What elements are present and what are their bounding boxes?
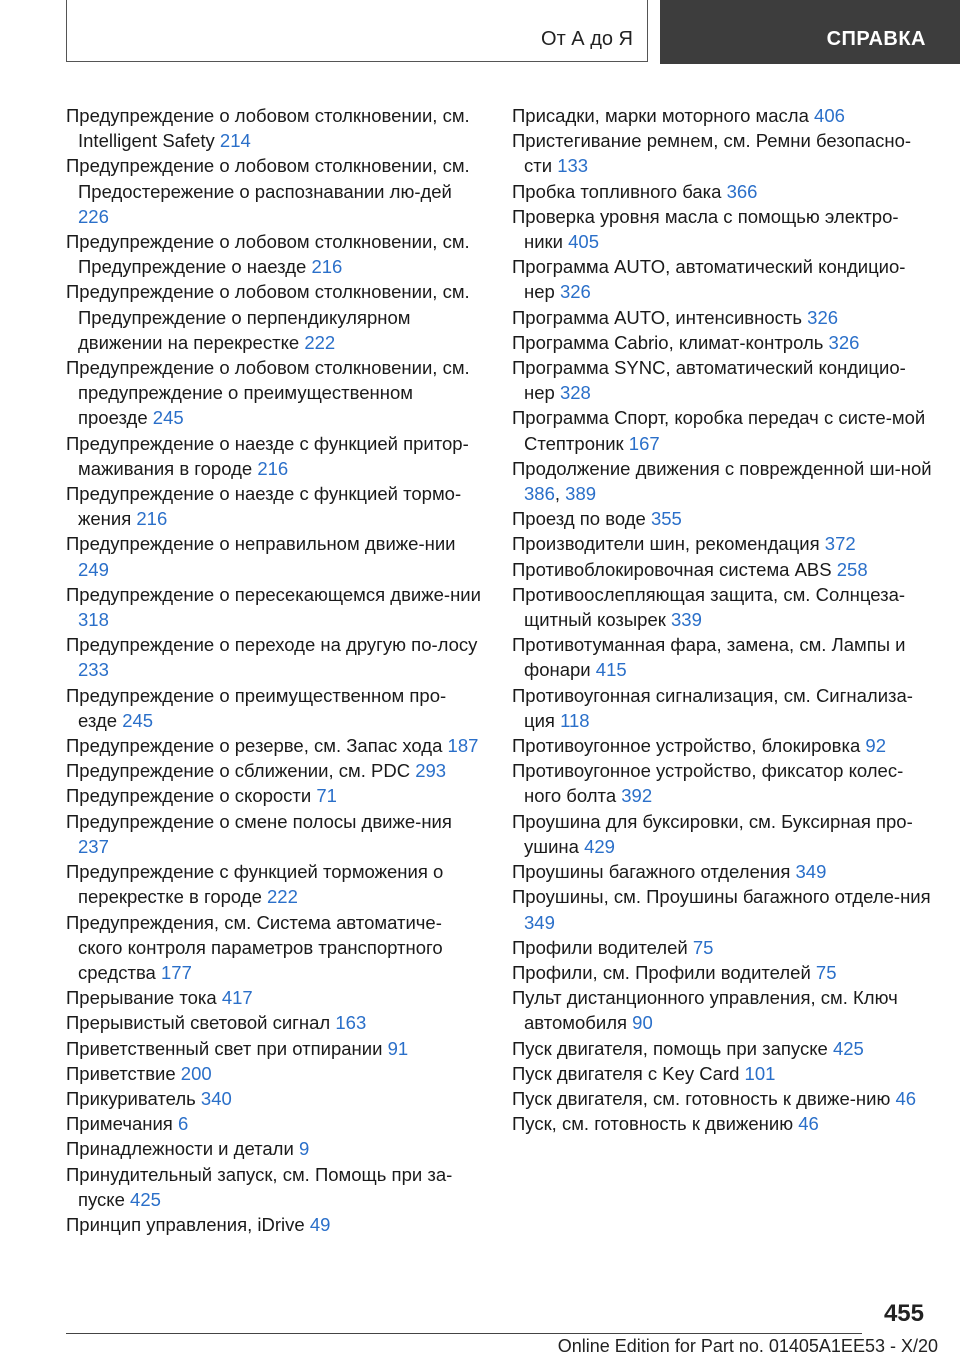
page-reference-link[interactable]: 340 bbox=[200, 1087, 232, 1109]
index-entry bbox=[512, 355, 932, 405]
page-reference-link[interactable]: 46 bbox=[798, 1113, 819, 1135]
section-tab bbox=[66, 0, 648, 62]
index-entry-text: Противоугонная сигнализация, см. Сигнализа-ция bbox=[512, 684, 913, 731]
chapter-tab bbox=[660, 0, 960, 64]
page-reference-link[interactable]: 258 bbox=[836, 558, 868, 580]
page-reference-link[interactable]: 339 bbox=[671, 609, 702, 631]
index-entry-text: Предупреждение о преимущественном про-езде bbox=[66, 684, 447, 731]
page-reference-link[interactable]: 406 bbox=[814, 105, 845, 126]
page-reference-link[interactable]: 49 bbox=[309, 1213, 331, 1235]
index-entry bbox=[66, 229, 482, 279]
page-reference-link[interactable]: 214 bbox=[219, 130, 251, 152]
index-entry bbox=[512, 935, 932, 960]
page-reference-link[interactable]: 233 bbox=[78, 659, 109, 681]
index-entry-text: Предупреждение о лобовом столкновении, см. предупреждение о преимущественном проезде bbox=[66, 357, 470, 429]
index-entry-text: Программа AUTO, интенсивность bbox=[512, 306, 803, 328]
index-entry-text: Проушина для буксировки, см. Буксирная про-ушина bbox=[512, 810, 913, 857]
index-entry bbox=[512, 305, 932, 330]
index-entry bbox=[512, 733, 932, 758]
index-entry-text: Прерывистый световой сигнал bbox=[66, 1012, 331, 1034]
index-entry bbox=[66, 355, 482, 431]
index-entry bbox=[66, 1061, 482, 1086]
index-column-left bbox=[66, 103, 482, 1237]
index-entry bbox=[66, 481, 482, 531]
page-reference-link[interactable]: 226 bbox=[78, 205, 109, 227]
index-entry-text: Противоугонное устройство, фиксатор колес-ного болта bbox=[512, 760, 904, 807]
index-entry-text: Пуск двигателя с Key Card bbox=[512, 1062, 740, 1084]
index-entry-text: Пристегивание ремнем, см. Ремни безопасно-сти bbox=[512, 130, 912, 177]
footer-edition-text: Online Edition for Part no. 01405A1EE53 - X/20 bbox=[557, 1336, 938, 1356]
index-entry bbox=[512, 1111, 932, 1136]
index-entry bbox=[512, 884, 932, 934]
page-reference-link[interactable]: 9 bbox=[298, 1138, 310, 1160]
page-reference-link[interactable]: 366 bbox=[726, 180, 758, 202]
page-reference-link[interactable]: 187 bbox=[447, 735, 479, 757]
index-entry-text: Предупреждение о лобовом столкновении, см. Предупреждение о перпендикулярном движении на перекрестке bbox=[66, 281, 470, 353]
index-entry bbox=[66, 733, 482, 758]
page-reference-link[interactable]: 405 bbox=[568, 231, 599, 253]
index-entry-text: Предупреждение о сближении, см. PDC bbox=[66, 760, 411, 782]
index-entry bbox=[512, 632, 932, 682]
index-entry-text: Продолжение движения с поврежденной ши-ной bbox=[512, 457, 932, 479]
index-entry bbox=[512, 1061, 932, 1086]
page-reference-link[interactable]: 75 bbox=[692, 936, 714, 958]
index-entry-text: Программа Спорт, коробка передач с систе-мой Стептроник bbox=[512, 407, 926, 454]
page-reference-link[interactable]: 293 bbox=[415, 760, 447, 782]
index-entry-text: Предупреждение с функцией торможения о перекрестке в городе bbox=[66, 861, 444, 908]
index-entry bbox=[512, 405, 932, 455]
page-reference-link[interactable]: 163 bbox=[335, 1012, 367, 1034]
page-reference-link[interactable]: 326 bbox=[807, 306, 839, 328]
page-reference-link[interactable]: 245 bbox=[152, 407, 184, 429]
index-entry bbox=[66, 683, 482, 733]
index-entry bbox=[66, 910, 482, 986]
index-entry bbox=[512, 506, 932, 531]
index-entry-text: Программа AUTO, автоматический кондицио-нер bbox=[512, 256, 906, 303]
page-reference-link[interactable]: 91 bbox=[387, 1037, 409, 1059]
index-entry-text: Противоугонное устройство, блокировка bbox=[512, 735, 861, 757]
index-entry-text: Пульт дистанционного управления, см. Ключ автомобиля bbox=[512, 987, 898, 1034]
index-entry bbox=[66, 783, 482, 808]
page-number: 455 bbox=[883, 1300, 924, 1327]
index-entry bbox=[512, 809, 932, 859]
page-reference-link[interactable]: 101 bbox=[744, 1062, 776, 1084]
index-entry bbox=[512, 330, 932, 355]
page-reference-link[interactable]: 389 bbox=[565, 483, 597, 505]
page-header bbox=[0, 0, 960, 64]
index-entry-text: Пуск, см. готовность к движению bbox=[512, 1113, 794, 1135]
index-entry bbox=[66, 859, 482, 909]
page-reference-link[interactable]: 46 bbox=[895, 1087, 917, 1109]
page-reference-link[interactable]: 177 bbox=[161, 961, 192, 983]
index-entry-text: Предупреждение о наезде с функцией притор-маживания в городе bbox=[66, 432, 469, 479]
index-entry-text: Примечания bbox=[66, 1113, 173, 1135]
page-reference-link[interactable]: 249 bbox=[78, 558, 109, 580]
index-entry-text: Противоблокировочная система ABS bbox=[512, 558, 832, 580]
index-entry bbox=[66, 985, 482, 1010]
page-reference-link[interactable]: 222 bbox=[304, 331, 336, 353]
page-reference-link[interactable]: 326 bbox=[828, 331, 860, 353]
index-entry bbox=[66, 582, 482, 632]
index-entry bbox=[66, 279, 482, 355]
index-entry bbox=[66, 1136, 482, 1161]
index-entry bbox=[66, 809, 482, 859]
index-entry-text: Предупреждение о лобовом столкновении, см. Предостережение о распознавании лю-дей bbox=[66, 155, 470, 202]
index-entry bbox=[66, 1212, 482, 1237]
index-entry-text: Противоослепляющая защита, см. Солнцеза-щитный козырек bbox=[512, 583, 906, 631]
index-entry-text: Пуск двигателя, см. готовность к движе-нию bbox=[512, 1087, 891, 1109]
index-entry bbox=[66, 531, 482, 581]
index-entry-text: Предупреждение о смене полосы движе-ния bbox=[66, 810, 452, 832]
index-entry bbox=[66, 758, 482, 783]
index-entry bbox=[512, 204, 932, 254]
index-entry-text: Приветственный свет при отпирании bbox=[66, 1037, 383, 1059]
index-entry-text: Проушины багажного отделения bbox=[512, 861, 791, 883]
index-entry-text: Проверка уровня масла с помощью электро-ники bbox=[512, 205, 899, 253]
page-reference-link[interactable]: 75 bbox=[815, 961, 837, 983]
index-entry-text: Производители шин, рекомендация bbox=[512, 533, 820, 555]
index-entry bbox=[66, 632, 482, 682]
page-reference-link[interactable]: 6 bbox=[177, 1113, 189, 1135]
index-entry bbox=[512, 128, 932, 178]
index-entry bbox=[66, 1010, 482, 1035]
page-reference-link[interactable]: 216 bbox=[311, 256, 343, 278]
page-reference-link[interactable]: 167 bbox=[628, 432, 660, 454]
index-entry-text: Присадки, марки моторного масла bbox=[512, 105, 809, 126]
index-entry-text: Предупреждения, см. Система автоматиче-ского контроля параметров транспортного средства bbox=[66, 911, 443, 983]
page-reference-link[interactable]: 318 bbox=[78, 609, 109, 631]
page-reference-link[interactable]: 349 bbox=[524, 911, 555, 933]
section-label: От А до Я bbox=[541, 28, 633, 50]
index-entry-text: Прикуриватель bbox=[66, 1087, 196, 1109]
index-entry-text: Профили, см. Профили водителей bbox=[512, 961, 811, 983]
index-entry-text: Проушины, см. Проушины багажного отделе-ния bbox=[512, 886, 931, 908]
index-entry bbox=[66, 1086, 482, 1111]
index-entry bbox=[512, 683, 932, 733]
index-entry bbox=[66, 431, 482, 481]
index-entry bbox=[512, 254, 932, 304]
page-reference-link[interactable]: 118 bbox=[560, 709, 590, 731]
index-entry-text: Прерывание тока bbox=[66, 987, 217, 1009]
page-reference-link[interactable]: 429 bbox=[584, 835, 615, 857]
index-entry-text: Предупреждение о переходе на другую по-лосу bbox=[66, 634, 478, 656]
page-reference-link[interactable]: 417 bbox=[221, 987, 253, 1009]
index-entry bbox=[512, 1086, 932, 1111]
page-reference-link[interactable]: 326 bbox=[559, 281, 591, 303]
index-entry-text: Предупреждение о неправильном движе-нии bbox=[66, 533, 456, 555]
index-entry-text: Принцип управления, iDrive bbox=[66, 1213, 305, 1235]
index-entry bbox=[512, 179, 932, 204]
index-entry-text: Предупреждение о пересекающемся движе-нии bbox=[66, 583, 481, 605]
index-entry-text: Профили водителей bbox=[512, 936, 688, 958]
page-reference-link[interactable]: 372 bbox=[824, 533, 856, 555]
index-entry-text: Противотуманная фара, замена, см. Лампы и фонари bbox=[512, 634, 906, 681]
index-entry bbox=[512, 758, 932, 808]
page-reference-link[interactable]: 133 bbox=[557, 155, 589, 177]
index-column-right bbox=[512, 103, 932, 1136]
index-entry bbox=[512, 557, 932, 582]
page-reference-link[interactable]: 392 bbox=[621, 785, 653, 807]
page-reference-link[interactable]: 200 bbox=[180, 1062, 212, 1084]
page-reference-link[interactable]: 222 bbox=[267, 886, 298, 908]
index-entry-text: Приветствие bbox=[66, 1062, 176, 1084]
page-reference-link[interactable]: 245 bbox=[122, 709, 154, 731]
page-reference-link[interactable]: 355 bbox=[650, 508, 682, 530]
index-entry-text: Предупреждение о наезде с функцией тормо-жения bbox=[66, 483, 462, 530]
index-entry bbox=[66, 1036, 482, 1061]
index-entry bbox=[512, 960, 932, 985]
index-entry bbox=[512, 859, 932, 884]
page-reference-link[interactable]: 71 bbox=[316, 785, 337, 807]
index-entry: Продолжение движения с поврежденной ши-ной 386, 389 bbox=[512, 457, 932, 505]
page-reference-link[interactable]: 415 bbox=[595, 659, 627, 681]
index-entry bbox=[512, 1036, 932, 1061]
page-reference-link[interactable]: 328 bbox=[559, 382, 591, 404]
index-entry-text: Проезд по воде bbox=[512, 508, 646, 530]
page-reference-link[interactable]: 237 bbox=[78, 835, 109, 857]
index-entry-text: Принадлежности и детали bbox=[66, 1138, 294, 1160]
page-reference-link[interactable]: 425 bbox=[832, 1037, 864, 1059]
index-entry-text: Программа Cabrio, климат-контроль bbox=[512, 331, 824, 353]
index-entry bbox=[512, 985, 932, 1035]
index-entry-text: Принудительный запуск, см. Помощь при за-пуске bbox=[66, 1163, 453, 1210]
page-reference-link[interactable]: 216 bbox=[136, 508, 168, 530]
page-reference-link[interactable]: 386 bbox=[524, 483, 555, 505]
index-entry bbox=[66, 1111, 482, 1136]
index-entry-text: Предупреждение о скорости bbox=[66, 785, 312, 807]
index-entry bbox=[66, 103, 482, 153]
page-reference-link[interactable]: 92 bbox=[865, 735, 886, 757]
index-entry-text: Пробка топливного бака bbox=[512, 180, 722, 202]
page-reference-link[interactable]: 349 bbox=[795, 861, 827, 883]
page-reference-link[interactable]: 216 bbox=[257, 457, 289, 479]
index-entry-text: Пуск двигателя, помощь при запуске bbox=[512, 1037, 828, 1059]
chapter-label: СПРАВКА bbox=[826, 28, 926, 50]
index-entry bbox=[512, 531, 932, 556]
page-reference-link[interactable]: 425 bbox=[130, 1188, 161, 1210]
index-entry bbox=[512, 582, 932, 632]
index-entry bbox=[66, 153, 482, 229]
index-entry-text: Предупреждение о лобовом столкновении, см. Intelligent Safety bbox=[66, 105, 470, 152]
page-reference-link[interactable]: 90 bbox=[632, 1012, 653, 1034]
index-entry-text: Предупреждение о резерве, см. Запас хода bbox=[66, 735, 443, 757]
footer-divider bbox=[66, 1333, 862, 1334]
index-entry-text: Программа SYNC, автоматический кондицио-нер bbox=[512, 357, 906, 404]
index-entry-text: Предупреждение о лобовом столкновении, см. Предупреждение о наезде bbox=[66, 231, 470, 278]
index-entry bbox=[512, 103, 932, 128]
index-entry bbox=[66, 1162, 482, 1212]
